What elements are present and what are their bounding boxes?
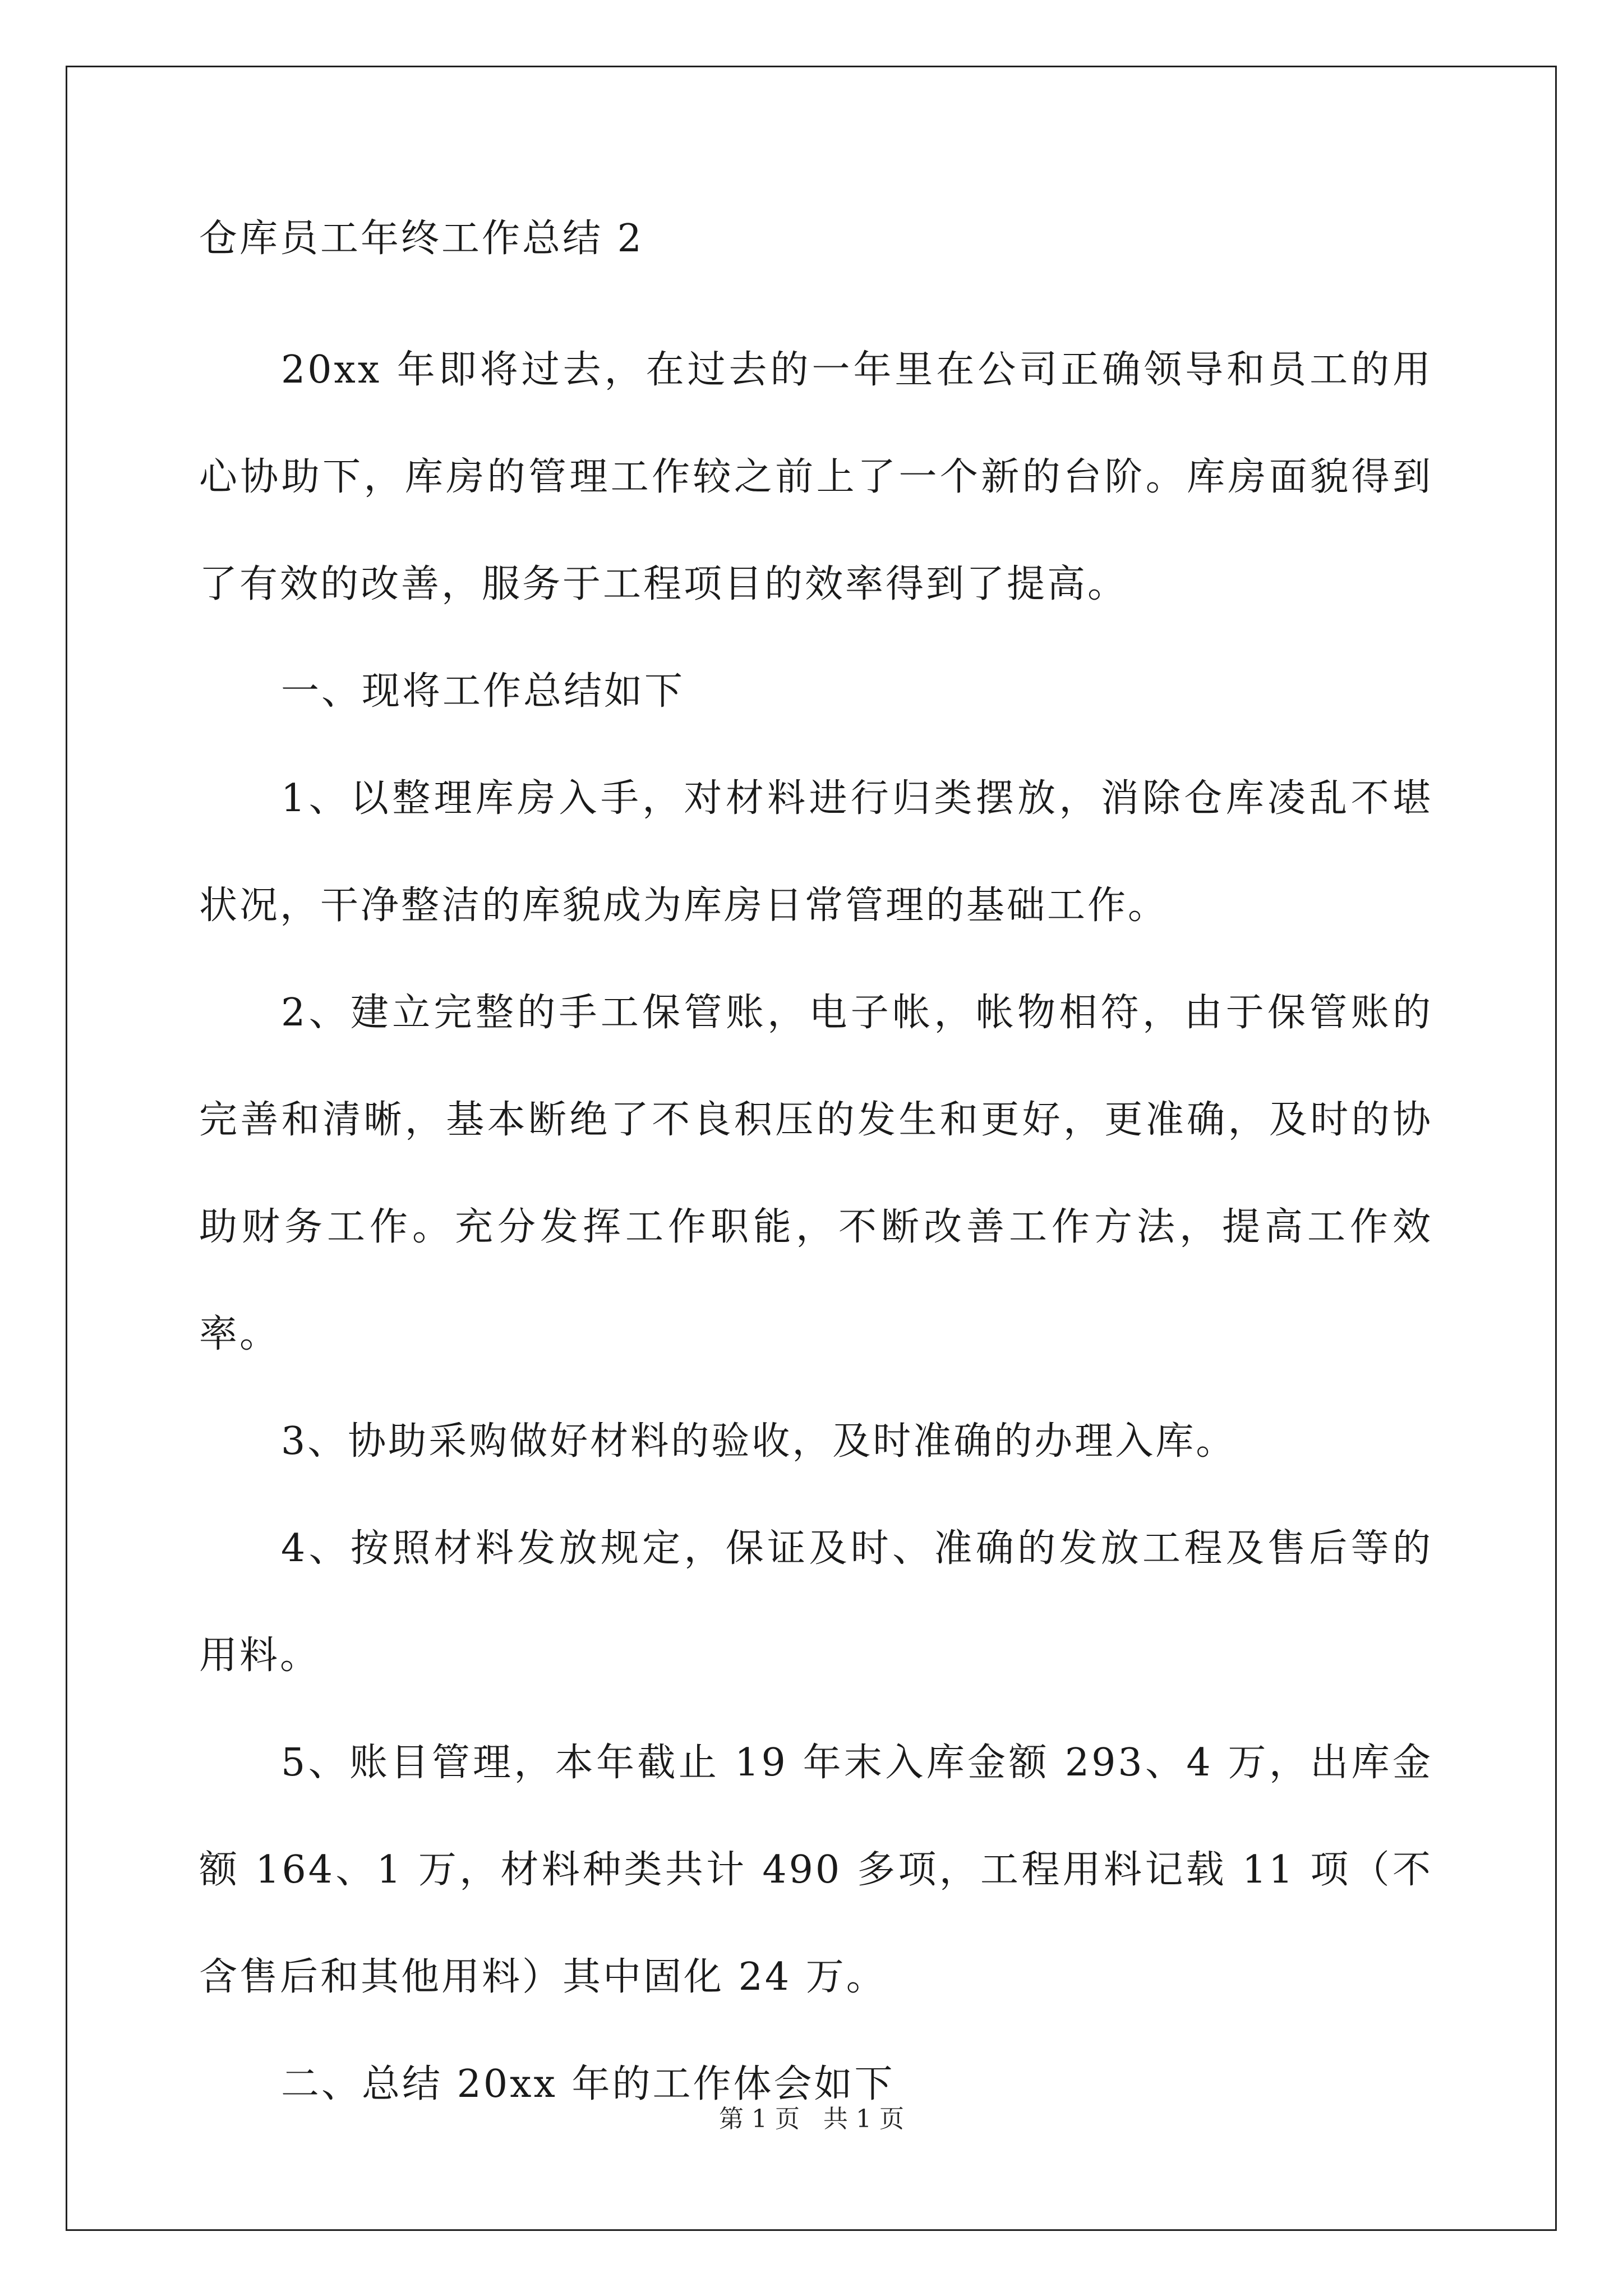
page-number: 第 1 页 xyxy=(719,2105,800,2133)
list-item-3: 3、协助采购做好材料的验收，及时准确的办理入库。 xyxy=(281,1419,1237,1464)
document-body xyxy=(199,213,1433,2138)
document-title: 仓库员工年终工作总结 2 xyxy=(199,217,644,261)
list-item-5: 5、账目管理，本年截止 19 年末入库金额 293、4 万，出库金额 164、1 万，材料种类共计 490 多项，工程用料记载 11 项（不含售后和其他用料）其中固化 24 万。 xyxy=(199,1741,1433,1999)
list-item-4: 4、按照材料发放规定，保证及时、准确的发放工程及售后等的用料。 xyxy=(199,1526,1433,1678)
page-footer xyxy=(0,2102,1623,2136)
section-heading-2: 二、总结 20xx 年的工作体会如下 xyxy=(281,2062,895,2106)
list-item-2: 2、建立完整的手工保管账，电子帐，帐物相符，由于保管账的完善和清晰，基本断绝了不良积压的发生和更好，更准确，及时的协助财务工作。充分发挥工作职能，不断改善工作方法，提高工作效率。 xyxy=(199,991,1433,1356)
section-heading-1: 一、现将工作总结如下 xyxy=(281,669,685,714)
paragraph-intro: 20xx 年即将过去，在过去的一年里在公司正确领导和员工的用心协助下，库房的管理工作较之前上了一个新的台阶。库房面貌得到了有效的改善，服务于工程项目的效率得到了提高。 xyxy=(199,348,1433,606)
page-total: 共 1 页 xyxy=(823,2105,904,2133)
list-item-1: 1、以整理库房入手，对材料进行归类摆放，消除仓库凌乱不堪状况，干净整洁的库貌成为库房日常管理的基础工作。 xyxy=(199,776,1433,928)
